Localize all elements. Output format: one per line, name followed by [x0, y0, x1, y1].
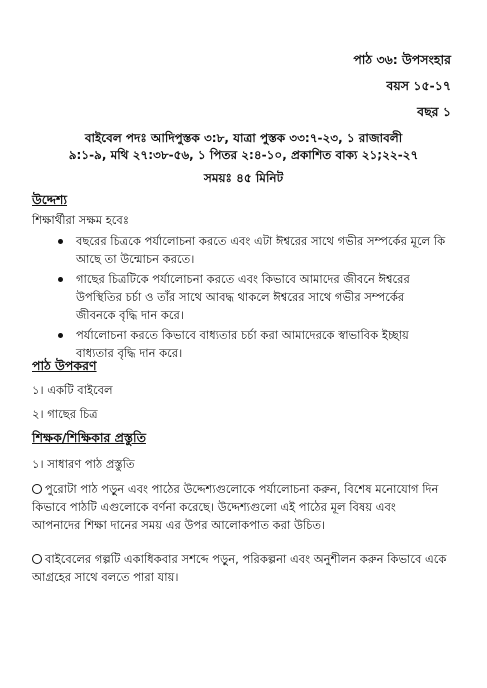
- objective-text: গাছের চিত্রটিকে পর্যালোচনা করতে এবং কিভাবে আমাদের জীবনে ঈশ্বরের উপস্থিতির চর্চা ও তাঁর সাথে আবদ্ধ থাকলে ঈশ্বরের সাথে গভীর সম্পর্কের জীবনকে বৃদ্ধি দান করে।: [76, 272, 410, 322]
- materials-heading: পাঠ উপকরণ: [32, 358, 97, 373]
- objectives-heading: উদ্দেশ্য: [32, 192, 68, 207]
- list-item: [58, 232, 447, 268]
- objective-text: পর্যালোচনা করতে কিভাবে বাধ্যতার চর্চা করা আমাদেরকে স্বাভাবিক ইচ্ছায় বাধ্যতার বৃদ্ধি দান করে।: [76, 328, 409, 360]
- bullet-icon: [58, 239, 63, 244]
- bullet-icon: [58, 333, 63, 338]
- material-item: ১। একটি বাইবেল: [32, 383, 113, 397]
- references-line-1: বাইবেল পদঃ আদিপুস্তক ৩:৮, যাত্রা পুস্তক ৩৩:৭-২৩, ১ রাজাবলী: [84, 131, 403, 145]
- material-item: ২। গাছের চিত্র: [32, 407, 98, 421]
- prep-heading: শিক্ষক/শিক্ষিকার প্রস্তুতি: [32, 430, 146, 445]
- circle-bullet-icon: [32, 484, 42, 494]
- age-range: বয়স ১৫-১৭: [386, 78, 451, 93]
- circle-bullet-icon: [32, 554, 42, 564]
- bullet-icon: [58, 277, 63, 282]
- prep-paragraph-2-text: বাইবেলের গল্পটি একাধিকবার সশব্দে পড়ুন, পরিকল্পনা এবং অনুশীলন করুন কিভাবে একে আগ্রহের সাথে বলতে পারা যায়।: [32, 552, 447, 584]
- list-item: [58, 326, 447, 362]
- year-label: বছর ১: [417, 104, 451, 119]
- objectives-list: [58, 232, 447, 364]
- prep-paragraph-1: [32, 480, 447, 534]
- prep-paragraph-1-text: পুরোটা পাঠ পড়ুন এবং পাঠের উদ্দেশ্যগুলোকে পর্যালোচনা করুন, বিশেষ মনোযোগ দিন কিভাবে পাঠটি এগুলোকে বর্ণনা করেছে। উদ্দেশ্যগুলো এই পাঠের মূল বিষয় এবং আপনাদের শিক্ষা দানের সময় এর উপর আলোকপাত করা উচিত।: [32, 482, 439, 532]
- bible-references: [30, 130, 457, 164]
- lesson-title: পাঠ ৩৬: উপসংহার: [353, 52, 451, 67]
- prep-paragraph-2: [32, 550, 447, 586]
- references-line-2: ৯:১-৯, মথি ২৭:৩৮-৫৬, ১ পিতর ২:৪-১০, প্রকাশিত বাক্য ২১;২২-২৭: [68, 148, 419, 162]
- objective-text: বছরের চিত্রকে পর্যালোচনা করতে এবং এটা ঈশ্বরের সাথে গভীর সম্পর্কের মূলে কি আছে তা উন্মোচন করতে।: [76, 234, 446, 266]
- duration: সময়ঃ ৪৫ মিনিট: [203, 171, 284, 185]
- list-item: [58, 270, 447, 324]
- prep-subheading: ১। সাধারণ পাঠ প্রস্তুতি: [32, 457, 135, 471]
- objectives-intro: শিক্ষার্থীরা সক্ষম হবেঃ: [32, 213, 129, 227]
